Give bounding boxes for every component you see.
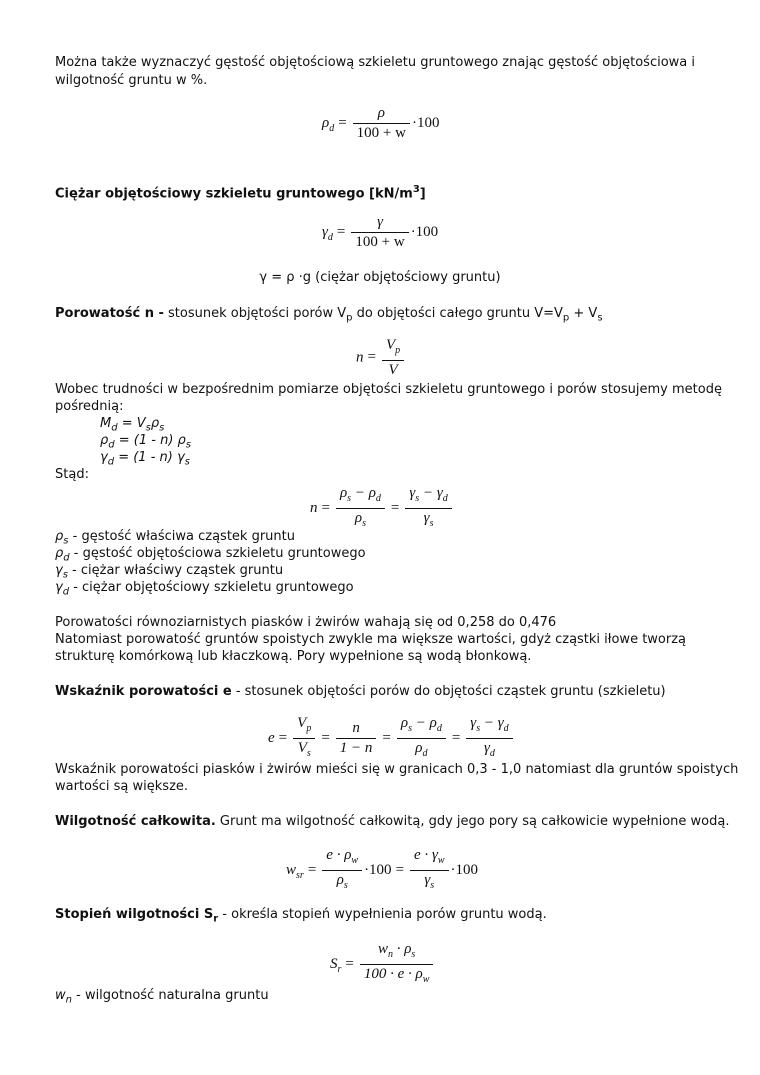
por-range-line-2: Natomiast porowatość gruntów spoistych zwykle ma większe wartości, gdyż cząstki iłowe tworzą (55, 632, 687, 647)
wskaznik-range-line-2: wartości są większe. (55, 779, 189, 794)
eq-gamma-d: $\gamma_d = (1 - n)$ $\gamma_s$ (100, 450, 190, 468)
wobec-line-2: pośrednią: (55, 399, 124, 414)
gamma-definition: γ = ρ ·g (ciężar objętościowy gruntu) (259, 270, 501, 285)
formula-gamma-d: $\gamma_d$ = $\frac{\gamma}{100 + w}$ ·100 (322, 214, 439, 250)
formula-rho-d: $\rho_d$ = $\frac{\rho}{100 + w}$ ·100 (322, 105, 440, 141)
f1-mult: ·100 (411, 114, 440, 131)
stad-label: Stąd: (55, 467, 89, 482)
intro-line-1: Można także wyznaczyć gęstość objętościową szkieletu gruntowego znając gęstość objętościowa i (55, 55, 696, 70)
formula-wsr: $w_{sr}$ = $\frac{e \cdot \rho_w}{\rho_s}$ ·100 = $\frac{e \cdot \gamma_w}{\gamma_s}$ ·100 (286, 847, 479, 891)
legend-item: $\rho_s$ - gęstość właściwa cząstek gruntu (55, 529, 296, 547)
wskaznik-range-line-1: Wskaźnik porowatości piasków i żwirów mieści się w granicach 0,3 - 1,0 natomiast dla gruntów spoistych (55, 762, 739, 777)
legend-item: $\rho_d$ - gęstość objętościowa szkieletu gruntowego (55, 546, 366, 564)
formula-e: e = $\frac{V_p}{V_s}$ = $\frac{n}{1 - n}$ = $\frac{\rho_s - \rho_d}{\rho_d}$ = $\frac{\gamma_s - \gamma_d}{\gamma_d}$ (268, 714, 515, 763)
legend-item: $\gamma_s$ - ciężar właściwy cząstek gruntu (55, 563, 284, 581)
porowatosc-definition: Porowatość n - stosunek objętości porów $V_p$ do objętości całego gruntu $V=V_p + V_s$ (55, 306, 603, 324)
wn-definition: $w_n$ - wilgotność naturalna gruntu (55, 988, 269, 1006)
f1-den: 100 + w (356, 125, 406, 141)
por-range-line-1: Porowatości równoziarnistych piasków i żwirów wahają się od 0,258 do 0,476 (55, 615, 557, 630)
formula-sr: $S_r$ = $\frac{w_n \cdot \rho_s}{100 \cdot e \cdot \rho_w}$ (330, 940, 435, 989)
f1-lhs: ρ (322, 114, 330, 131)
eq-md: $M_d = V_s\rho_s$ (100, 416, 165, 434)
legend-item: $\gamma_d$ - ciężar objętościowy szkieletu gruntowego (55, 580, 354, 598)
eq-rho-d: $\rho_d = (1 - n)$ $\rho_s$ (100, 433, 191, 451)
wobec-line-1: Wobec trudności w bezpośrednim pomiarze objętości szkieletu gruntowego i porów stosujemy metodę (55, 382, 722, 397)
por-range-line-3: strukturę komórkową lub kłaczkową. Pory wypełnione są wodą błonkową. (55, 649, 532, 664)
wskaznik-definition: Wskaźnik porowatości e - stosunek objętości porów do objętości cząstek gruntu (szkieletu) (55, 684, 666, 699)
section-heading-ciezar: Ciężar objętościowy szkieletu gruntowego $[kN/m^3]$ (55, 184, 426, 202)
formula-n-derived: n = $\frac{\rho_s - \rho_d}{\rho_s}$ = $\frac{\gamma_s - \gamma_d}{\gamma_s}$ (310, 484, 454, 533)
f1-num: ρ (353, 104, 410, 124)
intro-line-2: wilgotność gruntu w %. (55, 73, 208, 88)
formula-n: n = $\frac{V_p}{V}$ (356, 336, 406, 380)
calkowita-definition: Wilgotność całkowita. Grunt ma wilgotność całkowitą, gdy jego pory są całkowicie wypełnione wodą. (55, 814, 730, 829)
stopien-definition: Stopień wilgotności $S_r$ - określa stopień wypełnienia porów gruntu wodą. (55, 907, 547, 925)
f1-lhs-sub: d (329, 122, 335, 134)
